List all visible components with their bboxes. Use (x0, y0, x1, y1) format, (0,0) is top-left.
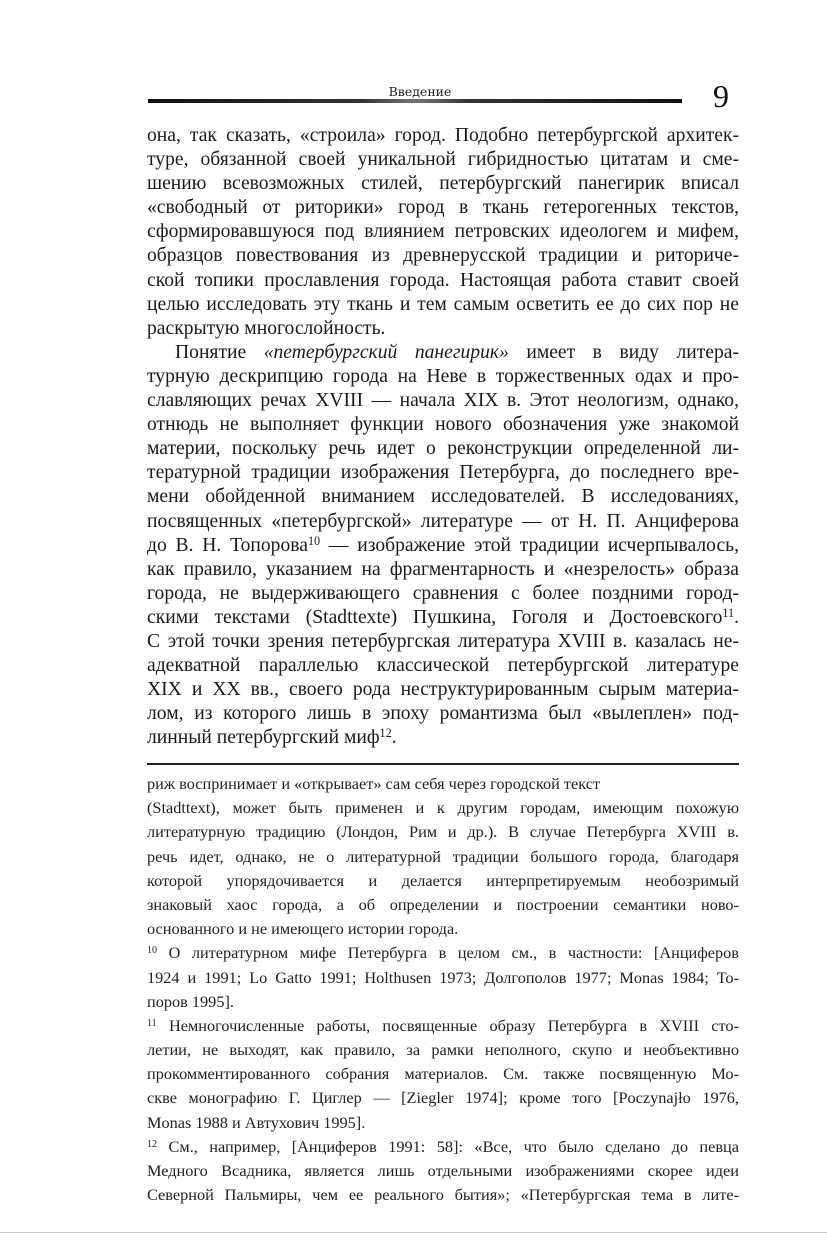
body-line (147, 582, 739, 606)
body-line (147, 485, 739, 509)
text-segment: которой упорядочивается и делается интерпретируемым необозримый (147, 870, 739, 890)
text-segment: Медного Всадника, является лишь отдельными изображениями скорее идеи (147, 1161, 739, 1180)
footnote-line (147, 820, 739, 844)
footnote-line (147, 1086, 739, 1110)
body-line (147, 196, 739, 220)
text-segment: тературной традиции изображения Петербурга, до последнего вре- (147, 462, 739, 484)
body-line (147, 461, 739, 485)
footnote-line (147, 966, 739, 990)
text-segment: Северной Пальмиры, чем ее реального бытия»; «Петербургская тема в лите- (147, 1185, 739, 1205)
text-segment: О литературном мифе Петербурга в целом см., в частности: [Анциферов (157, 943, 739, 963)
text-segment: образцов повествования из древнерусской традиции и риториче- (147, 245, 739, 267)
body-line (147, 269, 739, 293)
text-segment: линный петербургский миф (147, 727, 380, 749)
footnote-line (147, 869, 739, 893)
header-rule (148, 99, 682, 103)
footnote-ref: 11 (147, 1017, 157, 1029)
footnote-ref: 11 (722, 605, 735, 620)
text-segment: имеет в виду литера- (508, 341, 739, 363)
body-line (147, 148, 739, 172)
footnote-ref: 12 (147, 1138, 158, 1150)
body-line (147, 558, 739, 582)
body-line (147, 437, 739, 461)
text-segment: славляющих речах XVIII — начала XIX в. Этот неологизм, однако, (147, 390, 739, 412)
text-segment: См., например, [Анциферов 1991: 58]: «Все, что было сделано до певца (157, 1136, 739, 1156)
text-segment: Немногочисленные работы, посвященные образу Петербурга в XVIII сто- (156, 1015, 739, 1035)
text-segment: 1924 и 1991; Lo Gatto 1991; Holthusen 1973; Долгополов 1977; Monas 1984; То- (147, 967, 739, 987)
body-line (147, 172, 739, 196)
body-line (147, 124, 739, 148)
footnote-line (147, 796, 739, 820)
text-segment: целью исследовать эту ткань и тем самым осветить ее до сих пор не (147, 293, 739, 315)
body-line (147, 702, 739, 726)
footnote-separator (147, 763, 739, 765)
text-segment: . (391, 727, 397, 749)
body-line (147, 630, 739, 654)
text-segment: прокомментированного собрания материалов. См. также посвященную Мо- (147, 1064, 739, 1084)
text-segment: «свободный от риторики» город в ткань гетерогенных текстов, (147, 197, 739, 219)
text-segment: (Stadttext), может быть применен и к другим городам, имеющим похожую (147, 798, 739, 818)
footnote-line (147, 990, 739, 1014)
text-segment: риж воспринимает и «открывает» сам себя через городской текст (147, 774, 601, 793)
footnotes (147, 772, 739, 1207)
text-segment: . (734, 606, 739, 628)
footnote-line (147, 1135, 739, 1159)
footnote-line (147, 1014, 739, 1038)
text-segment: материи, поскольку речь идет о реконструкции определенной ли- (147, 438, 739, 460)
footnote-line (147, 917, 739, 941)
page-number: 9 (713, 78, 729, 114)
footnote-line (147, 893, 739, 917)
text-segment: города, не выдерживающего сравнения с более поздними город- (147, 582, 739, 604)
text-segment: скими текстами (Stadttexte) Пушкина, Гоголя и Достоевского (147, 606, 723, 628)
text-segment: скве монографию Г. Циглер — [Ziegler 1974]; кроме того [Poczynajło 1976, (147, 1088, 739, 1108)
footnote-line (147, 1111, 739, 1135)
body-line (147, 341, 739, 365)
text-segment: ской топики прославления города. Настоящая работа ставит своей (147, 269, 739, 291)
page-edge (0, 1232, 827, 1233)
text-segment: С этой точки зрения петербургская литература XVIII в. казалась не- (147, 630, 739, 652)
body-line (147, 244, 739, 268)
text-segment: отнюдь не выполняет функции нового обозначения уже знакомой (147, 414, 739, 436)
text-segment: XIX и XX вв., своего рода неструктурированным сырым материа- (147, 679, 739, 701)
text-segment: знаковый хаос города, а об определении и построении семантики ново- (147, 894, 739, 914)
body-line (147, 220, 739, 244)
footnote-line (147, 772, 739, 796)
body-line (147, 389, 739, 413)
body-line (147, 317, 739, 341)
text-segment: речь идет, однако, не о литературной традиции большого города, благодаря (147, 846, 739, 866)
italic-term: «петербургский панегирик» (263, 341, 509, 363)
footnote-line (147, 1038, 739, 1062)
body-line (147, 606, 739, 630)
body-line (147, 365, 739, 389)
text-segment: она, так сказать, «строила» город. Подобно петербургской архитек- (147, 125, 739, 146)
text-segment: адекватной параллелью классической петербургской литературе (147, 655, 739, 677)
text-segment: туре, обязанной своей уникальной гибридностью цитатам и сме- (147, 149, 739, 171)
text-segment: летии, не выходят, как правило, за рамки неполного, скупо и необъективно (147, 1040, 739, 1060)
text-segment: основанного и не имеющего истории города. (147, 919, 459, 939)
text-segment: как правило, указанием на фрагментарность и «незрелость» образа (147, 558, 739, 580)
body-line (147, 654, 739, 678)
text-segment: мени обойденной вниманием исследователей. В исследованиях, (147, 486, 739, 508)
body-line (147, 510, 739, 534)
text-segment: лом, из которого лишь в эпоху романтизма был «вылеплен» под- (147, 703, 739, 725)
text-segment: литературную традицию (Лондон, Рим и др.). В случае Петербурга XVIII в. (147, 822, 739, 842)
footnote-line (147, 1183, 739, 1207)
running-header-title: Введение (388, 84, 452, 99)
text-segment: — изображение этой традиции исчерпывалось, (320, 534, 739, 556)
footnote-ref: 12 (379, 726, 392, 741)
footnote-line (147, 941, 739, 965)
text-segment: сформировавшуюся под влиянием петровских идеологем и мифем, (147, 221, 739, 243)
text-segment: турную дескрипцию города на Неве в торжественных одах и про- (147, 365, 739, 387)
main-text (147, 124, 739, 750)
text-segment: Понятие (175, 341, 264, 363)
text-segment: до В. Н. Топорова (147, 534, 308, 556)
body-line (147, 678, 739, 702)
footnote-line (147, 845, 739, 869)
body-line (147, 413, 739, 437)
body-line (147, 293, 739, 317)
text-segment: посвященных «петербургской» литературе — от Н. П. Анциферова (147, 510, 739, 532)
text-segment: раскрытую многослойность. (147, 317, 386, 339)
footnote-line (147, 1062, 739, 1086)
text-segment: Monas 1988 и Автухович 1995]. (147, 1112, 366, 1132)
text-segment: поров 1995]. (147, 991, 234, 1011)
body-line (147, 726, 739, 750)
footnote-ref: 10 (147, 945, 158, 957)
footnote-line (147, 1159, 739, 1183)
text-segment: шению всевозможных стилей, петербургский панегирик вписал (147, 173, 739, 195)
body-line (147, 534, 739, 558)
footnote-ref: 10 (307, 533, 321, 548)
